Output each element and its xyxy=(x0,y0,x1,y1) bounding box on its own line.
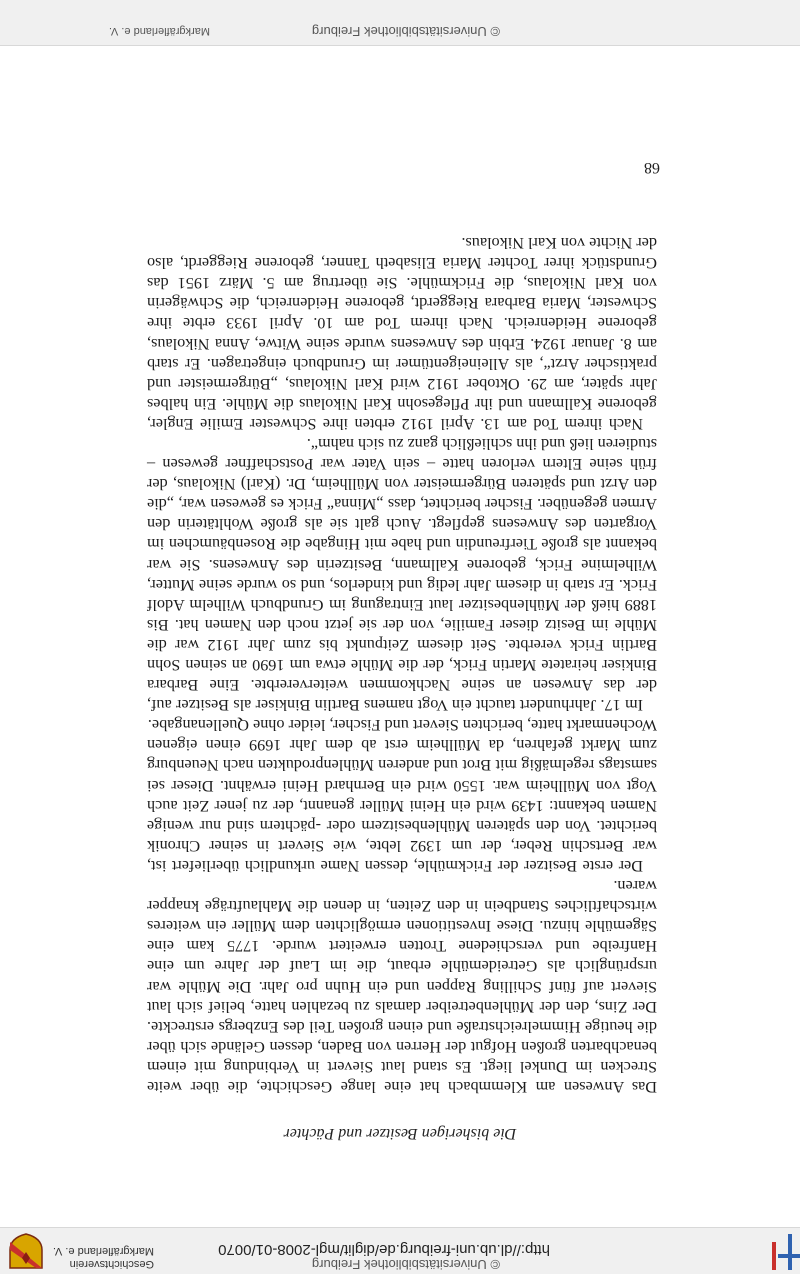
footer-society: Markgräflerland e. V. xyxy=(108,25,210,37)
viewer-logo-bar-icon xyxy=(788,1234,792,1270)
document-url-link[interactable]: http://dl.ub.uni-freiburg.de/diglit/mgl-2008-01/0070 xyxy=(218,1241,550,1258)
page-title: Die bisherigen Besitzer und Pächter xyxy=(283,1125,517,1142)
society-line-1: Geschichtsverein xyxy=(69,1258,154,1270)
viewer-header xyxy=(0,1227,800,1274)
paragraph-3: Im 17. Jahrhundert taucht ein Vogt namens Bartlin Binkiser als Besitzer auf, der das Anwesen an seine Nachkommen weitervererbte. Eine Barbara Binkiser heiratete Martin Frick, der die Mühle etwa um 1690 an seinen Sohn Bartlin Frick vererbte. Seit diesem Zeitpunkt bis zum Jahr 1912 war die Mühle im Besitz dieser Familie, von der sie jetzt noch den Namen hat. Bis 1889 hieß der Mühlenbesitzer laut Eintragung im Grundbuch Wilhelm Adolf Frick. Er starb in diesem Jahr ledig und kinderlos, und so wurde seine Mutter, Wilhelmine Frick, geborene Kallmann, Besitzerin des Anwesens. Sie war bekannt als große Tierfreundin und habe mit Hingabe die Rosenbäumchen im Vorgarten des Anwesens gepflegt. Auch galt sie als große Wohltäterin den Armen gegenüber. Fischer berichtet, dass „Minna“ Frick es gewesen war, „die den Arzt und späteren Bürgermeister von Müllheim, Dr. (Karl) Nikolaus, der früh seine Eltern verloren hatte – sein Vater war Postschaffner gewesen – studieren ließ und ihn schließlich ganz zu sich nahm“. xyxy=(147,435,657,715)
society-line-2: Markgräflerland e. V. xyxy=(52,1245,154,1257)
paragraph-1: Das Anwesen am Klemmbach hat eine lange Geschichte, die über weite Strecken im Dunkel liegt. Es stand laut Sievert in Verbindung mit einem benachbarten großen Hofgut der Herren von Baden, dessen Gelände sich über die heutige Himmelreichstraße und einen großen Teil des Enzbergs erstreckte. Der Zins, den der Mühlenbetreiber damals zu bezahlen hatte, belief sich laut Sievert auf fünf Schilling Rappen und ein Huhn pro Jahr. Die Mühle war ursprünglich als Getreidemühle erbaut, die im Lauf der Jahre um eine Hanfreibe und verschiedene Trotten erweitert wurde. 1775 kam eine Sägemühle hinzu. Diese Investitionen ermöglichten dem Müller ein weiteres wirtschaftliches Standbein in den Zeiten, in denen die Mahlaufträge knapper waren. xyxy=(147,877,657,1096)
copyright-notice: © Universitätsbibliothek Freiburg xyxy=(311,1257,500,1272)
coat-of-arms-icon xyxy=(6,1232,46,1272)
article-body xyxy=(147,233,657,1097)
paragraph-2: Der erste Besitzer der Frickmühle, dessen Name urkundlich überliefert ist, war Bertschin Reber, der um 1392 lebte, wie Sievert in seiner Chronik berichtet. Von den späteren Mühlenbesitzern oder -pächtern sind nur wenige Namen bekannt: 1439 wird ein Heini Müller genannt, der zu jener Zeit auch Vogt von Müllheim war. 1550 wird ein Bernhard Heini erwähnt. Dieser sei samstags regelmäßig mit Brot und anderen Mühlenprodukten nach Neuenburg zum Markt gefahren, da Müllheim erst ab dem Jahr 1699 einen eigenen Wochenmarkt hatte, berichten Sievert und Fischer, leider ohne Quellenangabe. xyxy=(147,716,657,875)
viewer-logo-cross-icon xyxy=(778,1254,800,1258)
footer-copyright: © Universitätsbibliothek Freiburg xyxy=(311,24,500,39)
paragraph-4: Nach ihrem Tod am 13. April 1912 erbten ihre Schwester Emilie Engler, geborene Kallmann und ihr Pflegesohn Karl Nikolaus die Mühle. Ein halbes Jahr später, am 29. Oktober 1912 wird Karl Nikolaus, „Bürgermeister und praktischer Arzt“, als Alleineigentümer im Grundbuch eingetragen. Er starb am 8. Januar 1924. Erbin des Anwesens wurde seine Witwe, Anna Nikolaus, geborene Heidenreich. Nach ihrem Tod am 10. April 1933 erbte ihre Schwester, Maria Barbara Rieggerdt, geborene Heidenreich, die Schwägerin von Karl Nikolaus, die Frickmühle. Sie übertrug am 5. März 1951 das Grundstück ihrer Tochter Maria Elisabeth Tanner, geborene Rieggerdt, also der Nichte von Karl Nikolaus. xyxy=(147,234,657,433)
page-number: 68 xyxy=(644,159,660,176)
society-name xyxy=(48,1244,154,1270)
viewer-logo-accent-icon xyxy=(772,1242,776,1270)
viewer-footer xyxy=(0,0,800,46)
